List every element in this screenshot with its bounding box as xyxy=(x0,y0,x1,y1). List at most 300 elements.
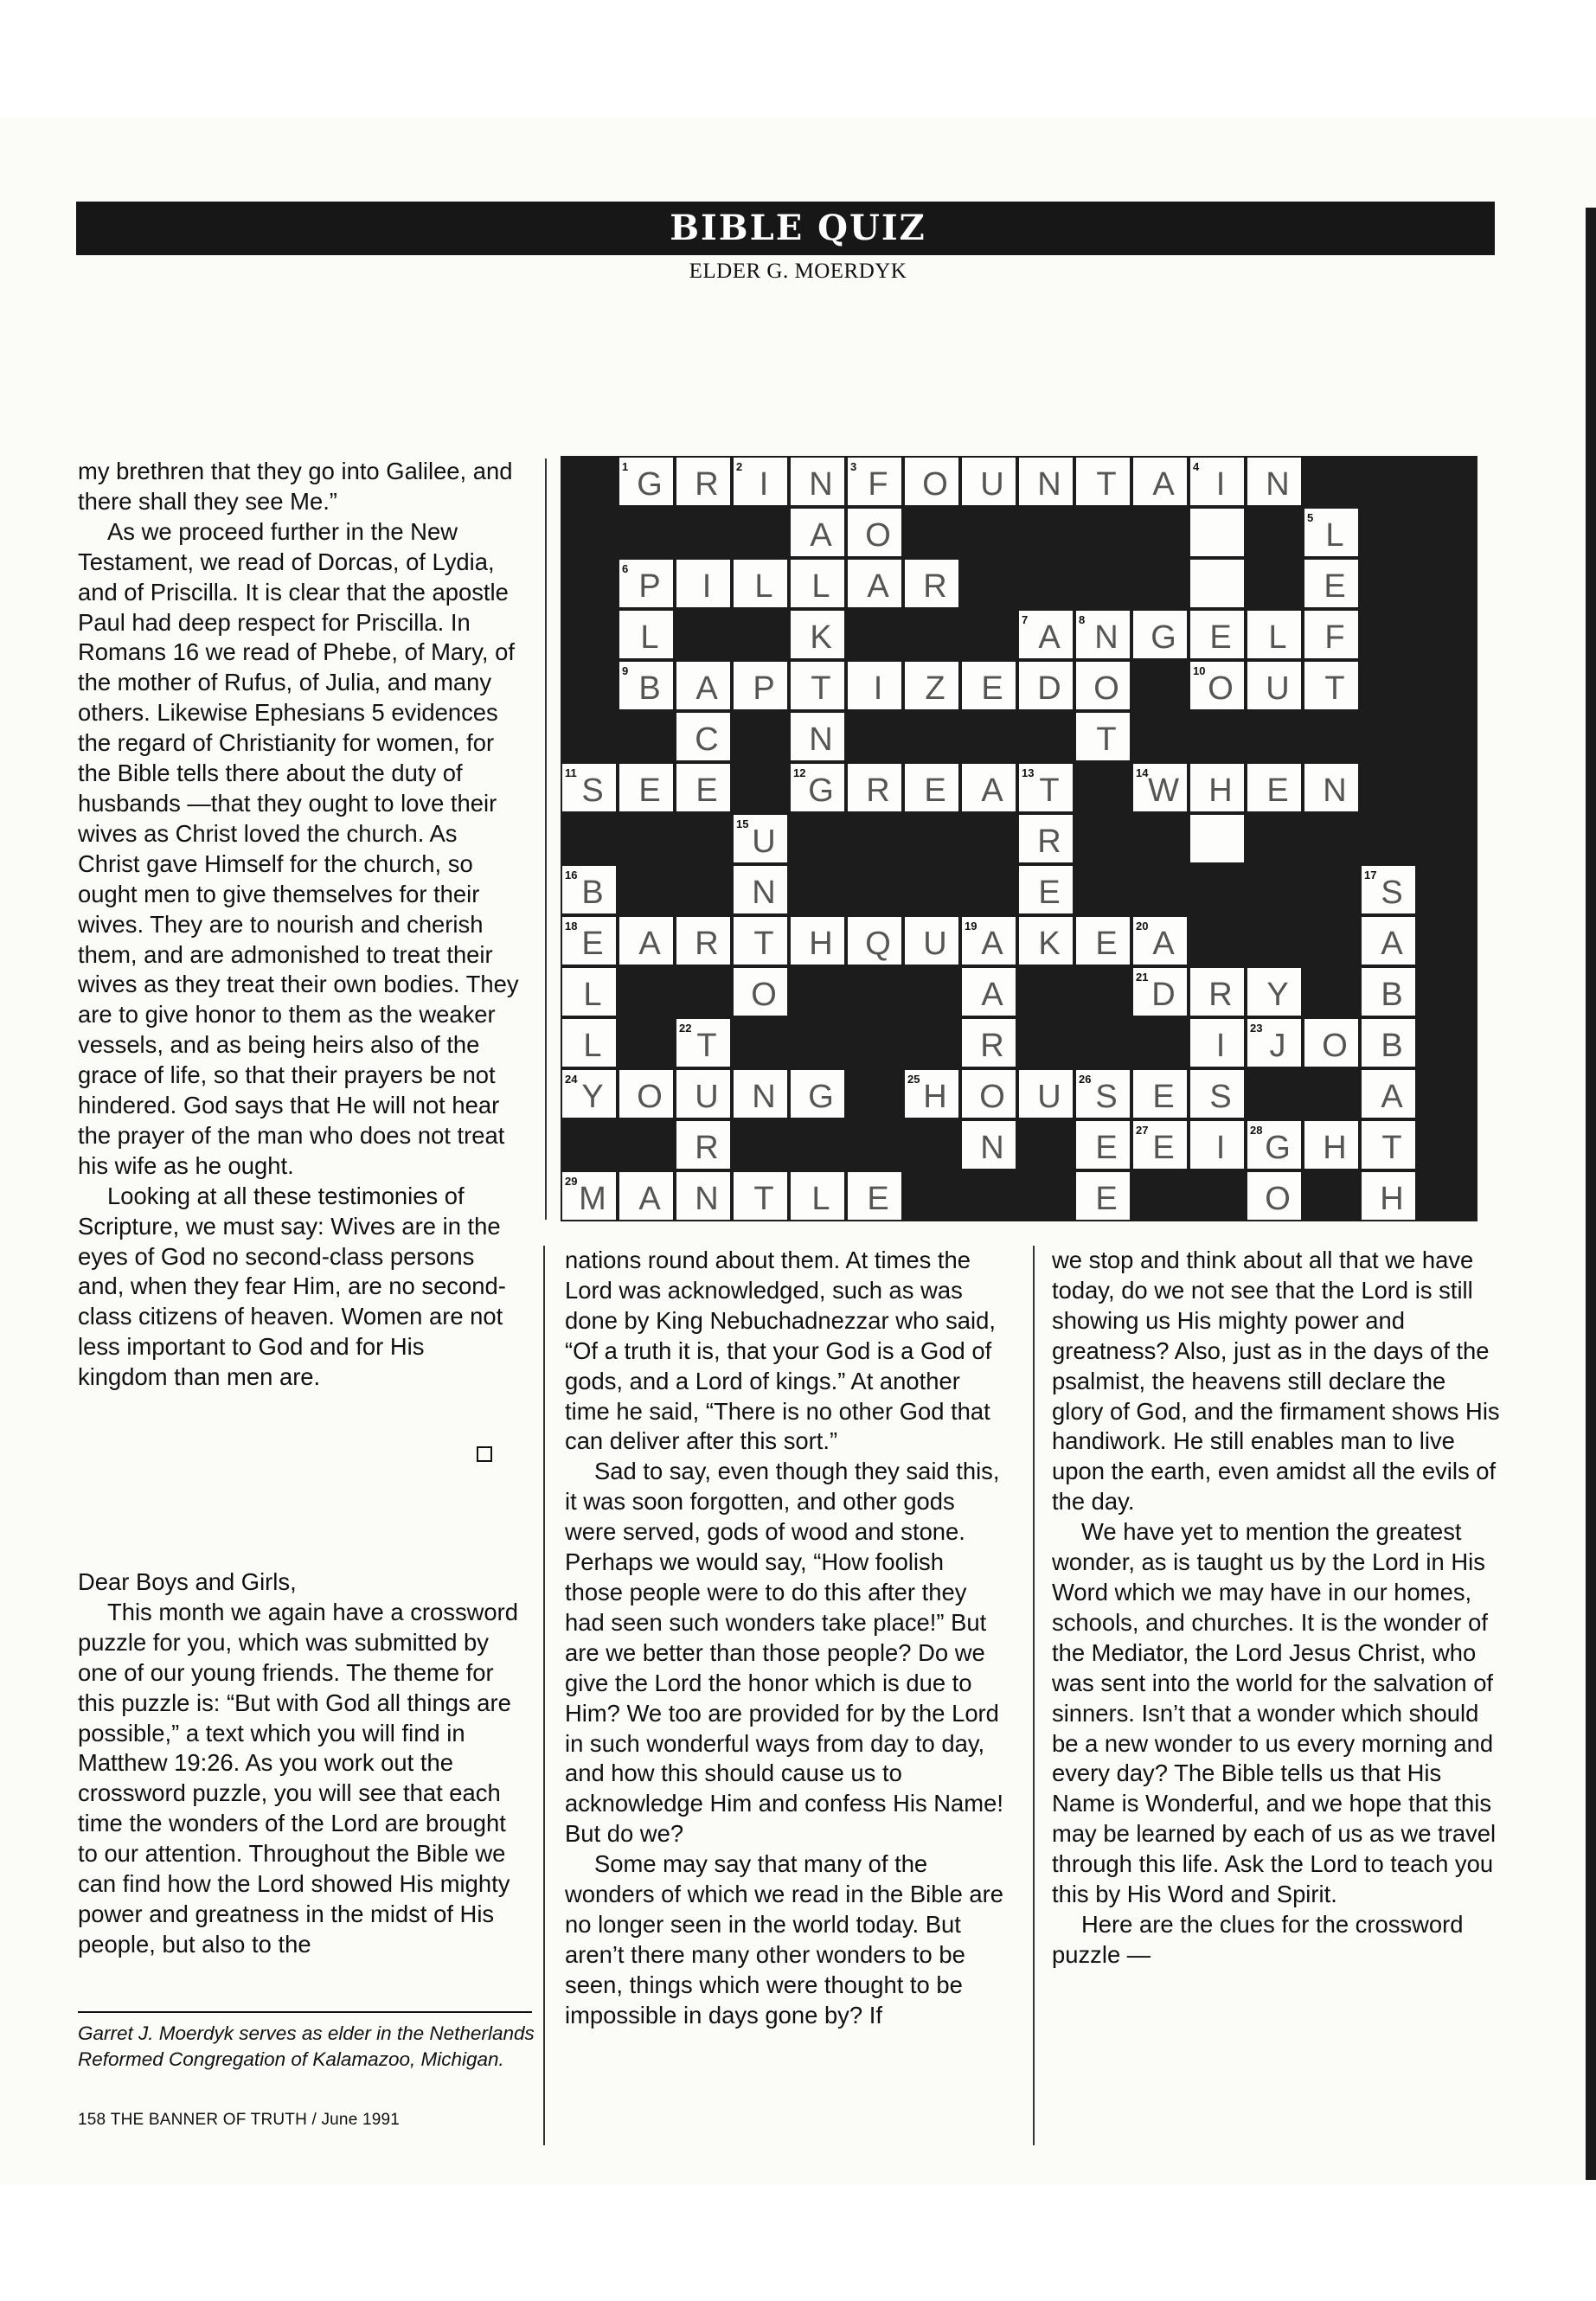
paragraph: Here are the clues for the crossword puzzle — xyxy=(1052,1910,1464,1968)
cell-box xyxy=(1190,560,1244,607)
crossword-cell[interactable] xyxy=(1304,764,1358,811)
crossword-cell[interactable] xyxy=(848,1172,901,1220)
handwritten-letter: E xyxy=(1095,1130,1118,1166)
crossword-cell[interactable] xyxy=(562,866,616,913)
crossword-cell[interactable] xyxy=(734,917,787,965)
crossword-cell[interactable] xyxy=(1133,458,1187,505)
crossword-cell[interactable] xyxy=(962,764,1016,811)
handwritten-letter: L xyxy=(640,619,659,656)
crossword-cell[interactable] xyxy=(791,917,844,965)
crossword-cell[interactable] xyxy=(562,1019,616,1067)
crossword-cell[interactable] xyxy=(734,1172,787,1220)
clue-number: 9 xyxy=(622,664,629,677)
crossword-cell[interactable] xyxy=(1019,866,1073,913)
handwritten-letter: P xyxy=(638,568,661,605)
handwritten-letter: I xyxy=(1215,1028,1226,1064)
handwritten-letter: R xyxy=(923,568,947,605)
handwritten-letter: A xyxy=(695,670,718,707)
crossword-cell[interactable] xyxy=(791,764,844,811)
crossword-cell[interactable] xyxy=(791,713,844,760)
handwritten-letter: O xyxy=(979,1079,1005,1115)
crossword-cell[interactable] xyxy=(1133,917,1187,965)
clue-number: 11 xyxy=(565,766,577,779)
clue-number: 12 xyxy=(793,766,806,779)
crossword-cell[interactable] xyxy=(1247,662,1301,709)
handwritten-letter: E xyxy=(1152,1079,1175,1115)
handwritten-letter: A xyxy=(867,568,889,605)
handwritten-letter: T xyxy=(1096,721,1117,758)
clue-number: 3 xyxy=(850,460,857,473)
handwritten-letter: F xyxy=(868,466,888,503)
end-of-article-mark xyxy=(477,1446,492,1462)
clue-number: 29 xyxy=(565,1175,578,1188)
crossword-cell[interactable] xyxy=(676,917,730,965)
handwritten-letter: O xyxy=(1093,670,1119,707)
handwritten-letter: K xyxy=(1038,926,1061,962)
handwritten-letter: A xyxy=(638,1181,661,1217)
column-rule xyxy=(543,1246,545,2145)
crossword-cell[interactable] xyxy=(1019,917,1073,965)
crossword-cell[interactable] xyxy=(905,917,958,965)
crossword-cell[interactable] xyxy=(1133,611,1187,658)
clue-number: 10 xyxy=(1193,664,1206,677)
handwritten-letter: O xyxy=(751,977,777,1013)
crossword-cell[interactable] xyxy=(848,560,901,607)
handwritten-letter: P xyxy=(753,670,775,707)
crossword-cell[interactable] xyxy=(1247,1121,1301,1169)
handwritten-letter: I xyxy=(702,568,712,605)
handwritten-letter: E xyxy=(638,772,661,809)
handwritten-letter: B xyxy=(1381,977,1403,1013)
handwritten-letter: R xyxy=(695,926,719,962)
crossword-cell[interactable] xyxy=(962,458,1016,505)
crossword-cell[interactable] xyxy=(676,1172,730,1220)
handwritten-letter: L xyxy=(811,568,830,605)
handwritten-letter: W xyxy=(1148,772,1179,809)
handwritten-letter: B xyxy=(581,875,604,911)
crossword-cell[interactable] xyxy=(676,764,730,811)
handwritten-letter: E xyxy=(1038,875,1061,911)
crossword-cell[interactable] xyxy=(1190,458,1244,505)
handwritten-letter: N xyxy=(809,466,833,503)
handwritten-letter: E xyxy=(695,772,718,809)
handwritten-letter: T xyxy=(1324,670,1345,707)
handwritten-letter: Q xyxy=(865,926,891,962)
crossword-cell[interactable] xyxy=(1190,662,1244,709)
crossword-cell[interactable] xyxy=(734,866,787,913)
handwritten-letter: A xyxy=(810,517,832,554)
crossword-cell[interactable] xyxy=(1076,611,1130,658)
crossword-cell[interactable] xyxy=(676,1070,730,1118)
crossword-cell[interactable] xyxy=(848,662,901,709)
handwritten-letter: E xyxy=(1095,926,1118,962)
paragraph: Sad to say, even though they said this, it was soon forgotten, and other gods were served, gods of wood and stone. Perhaps we would say, “How foolish those people were to do this after they had seen such wonders take place!” But are we better than those people? Do we give the Lord the honor which is due to Him? We too are provided for by the Lord in such wonderful ways from day to day, and how this should cause us to acknowledge Him and confess His Name! But do we? xyxy=(565,1458,1003,1848)
folio xyxy=(78,2111,400,2130)
crossword-cell[interactable] xyxy=(734,1070,787,1118)
crossword-cell[interactable] xyxy=(1304,1019,1358,1067)
crossword-cell[interactable] xyxy=(1076,917,1130,965)
cell-box xyxy=(1190,509,1244,556)
crossword-cell[interactable] xyxy=(905,560,958,607)
handwritten-letter: H xyxy=(1323,1130,1347,1166)
crossword-cell[interactable] xyxy=(1076,713,1130,760)
crossword-cell[interactable] xyxy=(1190,815,1244,862)
handwritten-letter: I xyxy=(1215,466,1226,503)
clue-number: 2 xyxy=(736,460,743,473)
crossword-cell[interactable] xyxy=(562,1070,616,1118)
crossword-cell[interactable] xyxy=(619,764,673,811)
crossword-cell[interactable] xyxy=(1190,560,1244,607)
crossword-cell[interactable] xyxy=(1019,1070,1073,1118)
handwritten-letter: N xyxy=(1037,466,1061,503)
crossword-cell[interactable] xyxy=(791,458,844,505)
handwritten-letter: T xyxy=(1039,772,1060,809)
crossword-cell[interactable] xyxy=(791,611,844,658)
clue-number: 17 xyxy=(1364,868,1377,881)
handwritten-letter: A xyxy=(1152,466,1175,503)
clue-number: 20 xyxy=(1136,920,1149,933)
crossword-cell[interactable] xyxy=(734,968,787,1016)
crossword-cell[interactable] xyxy=(1362,968,1415,1016)
handwritten-letter: O xyxy=(865,517,891,554)
handwritten-letter: U xyxy=(1037,1079,1061,1115)
clue-number: 26 xyxy=(1079,1073,1092,1086)
handwritten-letter: Z xyxy=(925,670,945,707)
handwritten-letter: H xyxy=(1208,772,1233,809)
crossword-cell[interactable] xyxy=(619,662,673,709)
crossword-cell[interactable] xyxy=(734,458,787,505)
crossword-cell[interactable] xyxy=(1247,458,1301,505)
crossword-cell[interactable] xyxy=(848,764,901,811)
crossword-cell[interactable] xyxy=(1133,1121,1187,1169)
handwritten-letter: R xyxy=(866,772,890,809)
crossword-cell[interactable] xyxy=(1019,662,1073,709)
handwritten-letter: G xyxy=(808,1079,834,1115)
crossword-cell[interactable] xyxy=(791,662,844,709)
handwritten-letter: N xyxy=(809,721,833,758)
handwritten-letter: S xyxy=(1095,1079,1118,1115)
scan-margin-bottom xyxy=(0,2185,1596,2301)
crossword-cell[interactable] xyxy=(905,458,958,505)
column-2 xyxy=(565,1246,1006,2031)
handwritten-letter: A xyxy=(981,926,1003,962)
journal-name: THE BANNER OF TRUTH / June 1991 xyxy=(110,2111,401,2129)
handwritten-letter: E xyxy=(581,926,604,962)
handwritten-letter: E xyxy=(1324,568,1346,605)
handwritten-letter: H xyxy=(809,926,833,962)
crossword-cell[interactable] xyxy=(619,611,673,658)
handwritten-letter: T xyxy=(1096,466,1117,503)
clue-number: 25 xyxy=(907,1073,920,1086)
crossword-cell[interactable] xyxy=(562,968,616,1016)
paragraph: my brethren that they go into Galilee, and there shall they see Me.” xyxy=(78,458,513,515)
crossword-cell[interactable] xyxy=(848,917,901,965)
crossword-cell[interactable] xyxy=(1247,968,1301,1016)
handwritten-letter: U xyxy=(923,926,947,962)
crossword-cell[interactable] xyxy=(1362,1172,1415,1220)
crossword-cell[interactable] xyxy=(905,764,958,811)
crossword-cell[interactable] xyxy=(791,509,844,556)
handwritten-letter: T xyxy=(753,1181,774,1217)
byline: ELDER G. MOERDYK xyxy=(689,260,907,283)
handwritten-letter: A xyxy=(1152,926,1175,962)
handwritten-letter: R xyxy=(980,1028,1004,1064)
handwritten-letter: N xyxy=(1323,772,1347,809)
crossword-cell[interactable] xyxy=(791,1172,844,1220)
handwritten-letter: U xyxy=(1266,670,1290,707)
crossword-cell[interactable] xyxy=(962,1019,1016,1067)
crossword-cell[interactable] xyxy=(1190,1121,1244,1169)
handwritten-letter: E xyxy=(1152,1130,1175,1166)
handwritten-letter: S xyxy=(1381,875,1403,911)
handwritten-letter: U xyxy=(980,466,1004,503)
crossword-cell[interactable] xyxy=(562,1172,616,1220)
handwritten-letter: L xyxy=(583,1028,602,1064)
scan-margin-top xyxy=(0,0,1596,119)
crossword-cell[interactable] xyxy=(848,509,901,556)
paragraph: Looking at all these testimonies of Scripture, we must say: Wives are in the eyes of God no second-class persons and, when they fear Him, are no second-class citizens of heaven. Women are not less important to God and for His kingdom than men are. xyxy=(78,1182,506,1391)
handwritten-letter: Y xyxy=(1266,977,1289,1013)
handwritten-letter: T xyxy=(753,926,774,962)
crossword-cell[interactable] xyxy=(1076,662,1130,709)
column-1-top xyxy=(78,457,519,1393)
handwritten-letter: H xyxy=(923,1079,947,1115)
handwritten-letter: L xyxy=(1325,517,1344,554)
handwritten-letter: J xyxy=(1269,1028,1286,1064)
handwritten-letter: E xyxy=(1266,772,1289,809)
paragraph: Some may say that many of the wonders of which we read in the Bible are no longer seen in the world today. But aren’t there many other wonders to be seen, things which were thought to be impossible in days gone by? If xyxy=(565,1850,1004,2029)
paragraph: nations round about them. At times the Lord was acknowledged, such as was done by King Nebuchadnezzar who said, “Of a truth it is, that your God is a God of gods, and a Lord of kings.” At another time he said, “There is no other God that can deliver after this sort.” xyxy=(565,1247,996,1455)
handwritten-letter: T xyxy=(696,1028,717,1064)
crossword-cell[interactable] xyxy=(734,560,787,607)
column-rule xyxy=(545,458,547,1220)
crossword-cell[interactable] xyxy=(1019,815,1073,862)
crossword-cell[interactable] xyxy=(1133,1070,1187,1118)
handwritten-letter: A xyxy=(1381,1079,1403,1115)
crossword-cell[interactable] xyxy=(1247,1019,1301,1067)
handwritten-letter: D xyxy=(1037,670,1061,707)
crossword-cell[interactable] xyxy=(676,1019,730,1067)
clue-number: 18 xyxy=(565,920,578,933)
clue-number: 21 xyxy=(1136,971,1149,984)
crossword-cell[interactable] xyxy=(1304,560,1358,607)
handwritten-letter: R xyxy=(695,1130,719,1166)
handwritten-letter: L xyxy=(1268,619,1287,656)
crossword-cell[interactable] xyxy=(1019,458,1073,505)
crossword-cell[interactable] xyxy=(1190,509,1244,556)
crossword-cell[interactable] xyxy=(734,662,787,709)
clue-number: 7 xyxy=(1022,613,1029,626)
crossword-cell[interactable] xyxy=(1076,458,1130,505)
crossword-cell[interactable] xyxy=(1304,662,1358,709)
crossword-cell[interactable] xyxy=(619,1172,673,1220)
crossword-cell[interactable] xyxy=(791,560,844,607)
clue-number: 14 xyxy=(1136,766,1149,779)
crossword-cell[interactable] xyxy=(1362,1070,1415,1118)
handwritten-letter: G xyxy=(808,772,834,809)
crossword-cell[interactable] xyxy=(905,662,958,709)
handwritten-letter: E xyxy=(981,670,1003,707)
column-rule xyxy=(1033,1246,1035,2145)
handwritten-letter: N xyxy=(752,875,776,911)
clue-number: 24 xyxy=(565,1073,578,1086)
clue-number: 28 xyxy=(1250,1124,1263,1137)
clue-number: 8 xyxy=(1079,613,1086,626)
crossword-cell[interactable] xyxy=(962,1121,1016,1169)
handwritten-letter: I xyxy=(873,670,883,707)
handwritten-letter: L xyxy=(754,568,773,605)
crossword-cell[interactable] xyxy=(1076,1121,1130,1169)
handwritten-letter: N xyxy=(1266,466,1290,503)
crossword-cell[interactable] xyxy=(676,662,730,709)
handwritten-letter: E xyxy=(1095,1181,1118,1217)
crossword-cell[interactable] xyxy=(619,1070,673,1118)
handwritten-letter: O xyxy=(922,466,948,503)
handwritten-letter: T xyxy=(1381,1130,1402,1166)
crossword-cell[interactable] xyxy=(791,1070,844,1118)
crossword-cell[interactable] xyxy=(1076,1172,1130,1220)
crossword-cell[interactable] xyxy=(905,1070,958,1118)
handwritten-letter: K xyxy=(810,619,832,656)
handwritten-letter: E xyxy=(867,1181,889,1217)
salutation: Dear Boys and Girls, xyxy=(78,1568,297,1595)
handwritten-letter: G xyxy=(1151,619,1176,656)
handwritten-letter: R xyxy=(695,466,719,503)
crossword-cell[interactable] xyxy=(962,1070,1016,1118)
paragraph: As we proceed further in the New Testament, we read of Dorcas, of Lydia, and of Priscilla. It is clear that the apostle Paul had deep respect for Priscilla. In Romans 16 we read of Phebe, of Mary, of the mother of Rufus, of Julia, and many others. Likewise Ephesians 5 evidences the regard of Christianity for women, for the Bible tells there about the duty of husbands —that they ought to love their wives as Christ loved the church. As Christ gave Himself for the church, so ought men to give themselves for their wives. They are to nourish and cherish them, and are admonished to treat their wives as they treat their own bodies. They are to give honor to them as the weaker vessels, and as being heirs also of the grace of life, so that their prayers be not hindered. God says that He will not hear the prayer of the man who does not treat his wife as he ought. xyxy=(78,517,519,1179)
crossword-cell[interactable] xyxy=(1304,611,1358,658)
crossword-cell[interactable] xyxy=(676,713,730,760)
crossword-cell[interactable] xyxy=(962,968,1016,1016)
crossword-grid xyxy=(561,456,1477,1221)
handwritten-letter: T xyxy=(811,670,831,707)
clue-number: 27 xyxy=(1136,1124,1149,1137)
crossword-cell[interactable] xyxy=(619,917,673,965)
page-title: BIBLE QUIZ xyxy=(670,208,926,248)
handwritten-letter: S xyxy=(1209,1079,1232,1115)
handwritten-letter: A xyxy=(981,977,1003,1013)
crossword-cell[interactable] xyxy=(1247,1172,1301,1220)
crossword-cell[interactable] xyxy=(1019,611,1073,658)
handwritten-letter: S xyxy=(581,772,604,809)
handwritten-letter: A xyxy=(638,926,661,962)
clue-number: 6 xyxy=(622,562,629,575)
crossword-cell[interactable] xyxy=(1362,1121,1415,1169)
column-1-bottom xyxy=(78,1567,519,1960)
handwritten-letter: L xyxy=(811,1181,830,1217)
paragraph: This month we again have a crossword puzzle for you, which was submitted by one of our young friends. The theme for this puzzle is: “But with God all things are possible,” a text which you will find in Matthew 19:26. As you work out the crossword puzzle, you will see that each time the wonders of the Lord are brought to our attention. Throughout the Bible we can find how the Lord showed His mighty power and greatness in the midst of His people, but also to the xyxy=(78,1598,519,1958)
clue-number: 19 xyxy=(965,920,977,933)
crossword-cell[interactable] xyxy=(562,764,616,811)
handwritten-letter: C xyxy=(695,721,719,758)
handwritten-letter: D xyxy=(1151,977,1176,1013)
crossword-cell[interactable] xyxy=(1304,509,1358,556)
handwritten-letter: N xyxy=(752,1079,776,1115)
column-3 xyxy=(1052,1246,1502,1971)
crossword-cell[interactable] xyxy=(676,458,730,505)
handwritten-letter: N xyxy=(695,1181,719,1217)
crossword-cell[interactable] xyxy=(1019,764,1073,811)
handwritten-letter: G xyxy=(637,466,663,503)
handwritten-letter: A xyxy=(1038,619,1061,656)
clue-number: 23 xyxy=(1250,1022,1263,1035)
clue-number: 4 xyxy=(1193,460,1200,473)
crossword-cell[interactable] xyxy=(962,917,1016,965)
handwritten-letter: F xyxy=(1324,619,1345,656)
handwritten-letter: O xyxy=(1208,670,1234,707)
crossword-cell[interactable] xyxy=(676,1121,730,1169)
handwritten-letter: U xyxy=(695,1079,719,1115)
crossword-cell[interactable] xyxy=(1133,968,1187,1016)
page-edge-shadow xyxy=(1586,208,1596,2180)
crossword-cell[interactable] xyxy=(1190,1070,1244,1118)
crossword-cell[interactable] xyxy=(1190,764,1244,811)
clue-number: 16 xyxy=(565,868,578,881)
crossword-cell[interactable] xyxy=(1190,611,1244,658)
crossword-cell[interactable] xyxy=(1133,764,1187,811)
crossword-cell[interactable] xyxy=(1190,968,1244,1016)
handwritten-letter: E xyxy=(924,772,946,809)
crossword-cell[interactable] xyxy=(1190,1019,1244,1067)
crossword-cell[interactable] xyxy=(848,458,901,505)
crossword-cell[interactable] xyxy=(1247,764,1301,811)
handwritten-letter: L xyxy=(583,977,602,1013)
handwritten-letter: O xyxy=(1322,1028,1348,1064)
crossword-cell[interactable] xyxy=(1362,866,1415,913)
crossword-cell[interactable] xyxy=(676,560,730,607)
handwritten-letter: B xyxy=(638,670,661,707)
handwritten-letter: M xyxy=(579,1181,606,1217)
crossword-cell[interactable] xyxy=(734,815,787,862)
handwritten-letter: N xyxy=(1094,619,1118,656)
handwritten-letter: E xyxy=(1209,619,1232,656)
clue-number: 15 xyxy=(736,817,749,830)
handwritten-letter: A xyxy=(1381,926,1403,962)
cell-box xyxy=(1190,815,1244,862)
crossword-cell[interactable] xyxy=(962,662,1016,709)
clue-number: 22 xyxy=(679,1022,692,1035)
crossword-cell[interactable] xyxy=(1304,1121,1358,1169)
crossword-cell[interactable] xyxy=(1362,917,1415,965)
handwritten-letter: I xyxy=(1215,1130,1226,1166)
footnote-rule xyxy=(78,2011,532,2013)
handwritten-letter: Y xyxy=(581,1079,604,1115)
crossword-cell[interactable] xyxy=(1076,1070,1130,1118)
page-number: 158 xyxy=(78,2111,106,2129)
handwritten-letter: B xyxy=(1381,1028,1403,1064)
crossword-cell[interactable] xyxy=(562,917,616,965)
handwritten-letter: R xyxy=(1208,977,1233,1013)
crossword-cell[interactable] xyxy=(619,458,673,505)
handwritten-letter: O xyxy=(637,1079,663,1115)
handwritten-letter: U xyxy=(752,824,776,860)
crossword-cell[interactable] xyxy=(619,560,673,607)
clue-number: 13 xyxy=(1022,766,1035,779)
paragraph: We have yet to mention the greatest wonder, as is taught us by the Lord in His Word which we may have in our homes, schools, and churches. It is the wonder of the Mediator, the Lord Jesus Christ, who was sent into the world for the salvation of sinners. Isn’t that a wonder which should be a new wonder to us every morning and every day? The Bible tells us that His Name is Wonderful, and we hope that this may be learned by each of us as we travel through this life. Ask the Lord to teach you this by His Word and Spirit. xyxy=(1052,1518,1497,1908)
paragraph: we stop and think about all that we have today, do we not see that the Lord is still showing us His mighty power and greatness? Also, just as in the days of the psalmist, the heavens still declare the glory of God, and the firmament shows His handiwork. He still enables man to live upon the earth, even amidst all the evils of the day. xyxy=(1052,1247,1500,1516)
clue-number: 1 xyxy=(622,460,629,473)
handwritten-letter: G xyxy=(1265,1130,1291,1166)
handwritten-letter: A xyxy=(981,772,1003,809)
handwritten-letter: N xyxy=(980,1130,1004,1166)
clue-number: 5 xyxy=(1307,511,1314,524)
handwritten-letter: H xyxy=(1380,1181,1404,1217)
handwritten-letter: I xyxy=(759,466,769,503)
crossword-cell[interactable] xyxy=(1362,1019,1415,1067)
crossword-cell[interactable] xyxy=(1247,611,1301,658)
handwritten-letter: O xyxy=(1265,1181,1291,1217)
handwritten-letter: R xyxy=(1037,824,1061,860)
